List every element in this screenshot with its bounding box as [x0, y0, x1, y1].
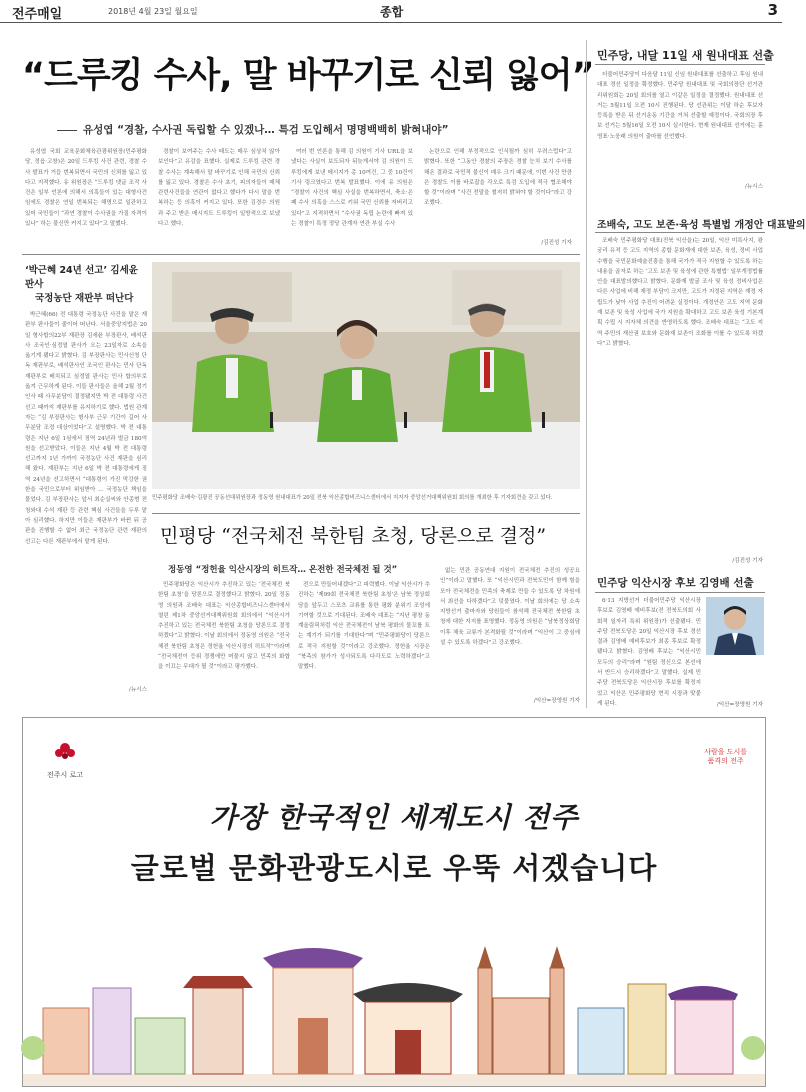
- ad-logo-right-line1: 사람을 도시를: [704, 748, 747, 756]
- main-story-col-4: [424, 147, 572, 237]
- right-story3-text: 6·13 지방선거 더불어민주당 익산시장 후보로 김영배 예비후보(전 전북도의회 사회적 일자리 특위 위원장)가 선출됐다. 민주당 전북도당은 20일 익산시장 후보 경선 결과 김영배 예비후보가 최종 후보로 확정됐다고 밝혔다. 김영배 후보는 “익산시민 모두의 승리”라며 “원팀 정신으로 본선에서 반드시 승리하겠다”고 말했다. 실제 민주당 전북도당은 익산시장 후보를 확정지었고 익산은 민주평화당 현직 시장과 맞붙게 된다.: [597, 598, 701, 707]
- box-story-headline-1: ‘박근혜 24년 선고’ 김세윤 판사: [25, 265, 138, 290]
- city-skyline-illustration: [23, 898, 765, 1086]
- subhead-dash: [57, 130, 77, 131]
- issue-date: 2018년 4월 23일 월요일: [108, 7, 198, 16]
- story2-col1-text: 민주평화당은 익산시가 추진하고 있는 ‘전국체전 북한팀 초청’을 당론으로 결정했다고 밝혔다. 20일 정동영 의원과 조배숙 대표는 익산종합비즈니스센터에서 열린 제1차 중앙선거대책위원회 회의에서 “익산시가 추진하고 있는 전국체전 북한팀 초청을 당론으로 결정하겠다”고 밝혔다. 이날 회의에서 정동영 의원은 “전국체전 북한팀 초청은 정헌율 익산시장의 히트작”이라며 “전국체전이 등위 경쟁에만 머물지 않고 민족의 화합을 이끄는 무대가 될 것”이라고 평가했다.: [158, 582, 290, 671]
- ad-logo-left-text: 전주시 로고: [47, 771, 84, 779]
- page-number: 3: [767, 1, 778, 19]
- box-story-body: [25, 310, 147, 685]
- main-headline: “드루킹 수사, 말 바꾸기로 신뢰 잃어”: [22, 56, 594, 96]
- main-story-col-1: [25, 147, 147, 247]
- right-story2-body: [597, 236, 763, 554]
- section-name: 종합: [380, 5, 404, 19]
- right-story1-body: [597, 70, 763, 180]
- right-story2-rule: [595, 232, 765, 233]
- main-subhead-text: 유성엽 “경찰, 수사권 독립할 수 있겠나… 특검 도입해서 명명백백히 밝혀내야”: [83, 124, 449, 136]
- main-col4-text: 논란으로 인해 부정적으로 인식될까 심히 우려스럽다”고 밝혔다. 또한 “그동안 경찰의 주장은 경찰 눈치 보기 수사를 해온 결과로 국민적 불신이 매우 크기 때문에, 이번 사건 만큼은 경찰도 이를 바로잡을 각오로 특검 도입에 적극 협조해야 할 것”이라며 “사건 전말을 철저히 밝혀야 할 것이다”라고 강조했다.: [424, 149, 572, 207]
- right-story1-headline: 민주당, 내달 11일 새 원내대표 선출: [597, 49, 774, 62]
- newspaper-logo: 전주매일: [12, 7, 63, 22]
- right-story2-headline: 조배숙, 고도 보존·육성 특별법 개정안 대표발의: [597, 220, 806, 231]
- box-story-byline: /뉴시스: [128, 687, 147, 693]
- main-subhead: [57, 122, 448, 137]
- main-story-col-3: [291, 147, 413, 247]
- candidate-portrait: [706, 597, 764, 659]
- right-story3-body-top: [597, 596, 701, 707]
- ad-slogan-secondary: 글로벌 문화관광도시로 우뚝 서겠습니다: [130, 851, 658, 885]
- ad-logo-right: [704, 748, 747, 766]
- main-col2-text: 경찰이 보여주는 수사 태도는 매우 심상치 않아 보인다”고 유감을 표했다. 실제로 드루킹 관련 경찰 수사는 계속해서 말 바꾸기로 인해 국민의 신뢰를 잃고 있다. 경찰은 수사 초기, 피의자들이 매체 관련사건들을 연관이 없다고 했다가 다시 말을 번복하는 등 의혹이 커지고 있다. 또한 김경수 의원과 주고 받은 메시지도 드루킹이 일방적으로 보냈다고 했다.: [158, 149, 280, 228]
- main-col3-text: 여러 번 언론을 통해 김 의원이 기사 URL을 보냈다는 사실이 보도되자 뒤늦게서야 김 의원이 드루킹에게 보낸 메시지가 총 10여건, 그 중 10건이 기사 링크였다고 번복 발표했다. 이에 유 의원은 “경찰이 사건의 핵심 사실을 번복하면서, 축소·은폐 수사 의혹을 스스로 키워 국민 신뢰를 저버리고 있다”고 지적하면서 “수사권 독립 논란에 빠져 있는 경찰이 특정 정당 관계자 연관 부실 수사: [291, 149, 413, 228]
- box-story-text: 박근혜(66) 전 대통령 국정농단 사건을 맡은 재판부 판사들이 줄이어 떠난다. 서울중앙지법은 20일 형사합의22부 재판장 김세윤 부장판사, 배석판사 조국인·심정열 판사가 오는 23일자로 소속을 옮기게 됐다고 밝혔다. 김 부장판사는 민사신청 단독 재판부로, 배석판사인 조국인 판사는 민사 단독 재판부로 배치되고 심정열 판사는 민사 합의부로 옮겨 근무하게 된다. 이들 판사들은 올해 2월 정기인사 때 사무분담이 결정됐지만 박 전 대통령 사건 선고 때까지 재판부를 유지하기로 했다. 법원 관계자는 “김 부장판사는 형사부 근무 기간이 길어 사무분담 조정 대상이었다”고 설명했다. 박 전 대통령은 지난 6일 1심에서 징역 24년과 벌금 180억원을 선고받았다. 이들은 지난 4월 박 전 대통령 선고까지 1년 가까이 국정농단 사건 재판을 심리해 왔다. 재판부는 지난 6일 박 전 대통령에게 징역 24년을 선고하면서 “대통령이 가진 막강한 권한을 국민으로부터 위임받아 ... 국정농단 책임을 물었다. 김 부장판사는 앞서 최순실씨와 안종범 전 청와대 수석 재판 등 관련 핵심 사건들을 두루 맡아 심리했다. 하지만 이들은 재판부가 바뀐 뒤 공판을 진행할 수 없어 최근 국정농단 관련 재판의 선고는 다른 재판부에서 맡게 된다.: [25, 312, 147, 545]
- story2-col3-text: 없는 민관 공동연대 지원이 전국체전 추진의 성공요인”이라고 말했다. 또 “익산시민과 전북도민이 함께 힘을 모아 전국체전을 민족의 축제로 만들 수 있도록 당 차원에서 최선을 다하겠다”고 덧붙였다. 이날 회의에는 당 소속 지방선거 출마자와 당원들이 참석해 전국체전 북한팀 초청에 대한 지지를 표명했다. 정동영 의원은 “남북정상회담 이후 체육 교류가 본격화될 것”이라며 “익산이 그 중심에 설 수 있도록 하겠다”고 강조했다.: [440, 568, 580, 647]
- story2-col-1: [158, 580, 290, 700]
- story2-subhead: 정동영 “정헌율 익산시장의 히트작… 온전한 전국체전 될 것”: [168, 565, 398, 575]
- story2-col-2: [298, 580, 430, 700]
- candidate-portrait-image: [706, 597, 764, 655]
- story2-col2-text: 전으로 만들어내겠다”고 피력했다. 이날 익산시가 추진하는 ‘제99회 전국체전 북한팀 초청’은 남북 정상회담을 앞두고 스포츠 교류를 통한 평화 분위기 조성에 기여할 것으로 기대된다. 조배숙 대표는 “지난 평창 동계올림픽처럼 익산 전국체전이 남북 평화의 물꼬를 트는 계기가 되기를 기대한다”며 “민주평화당이 당론으로 적극 지원할 것”이라고 강조했다. 정헌율 시장은 “북측의 참가가 성사되도록 다각도로 노력하겠다”고 말했다.: [298, 582, 431, 671]
- jeonju-flower-icon: [50, 740, 80, 766]
- city-advertisement: [22, 717, 766, 1087]
- main-story-rule: [22, 254, 580, 255]
- box-story-headline-2: 국정농단 재판부 떠난다: [35, 293, 134, 304]
- story2-headline: 민평당 “전국체전 북한팀 초청, 당론으로 결정”: [160, 525, 547, 547]
- right-story3-rule: [595, 592, 765, 593]
- right-story2-byline: /김진성 기자: [732, 558, 763, 564]
- box-story: [25, 262, 147, 693]
- right-story1-text: 더불어민주당이 다음달 11일 신임 원내대표를 선출하고 후임 원내대표 경선 일정을 확정했다. 민주당 원내대표 및 국회의장단 선거관리위원회는 20일 회의를 열고 이같은 일정을 결정했다. 원내대표 선거는 5월11일 오전 10시 진행된다. 당 선관위는 이달 하순 후보자 등록을 받은 뒤 선거운동 기간을 거쳐 선출할 예정이다. 국회의장 후보 선거는 5월16일 오전 10시 실시한다. 현재 원내대표 선거에는 홍영표·노웅래 의원이 출마를 선언했다.: [597, 72, 763, 140]
- photo-caption: 민주평화당 조배숙·김광진 공동선대위원장과 정동영 원내대표가 20일 전북 익산종합비즈니스센터에서 지지자 중앙선거대책위원회 회의를 개최한 후 기자회견을 갖고 있다.: [152, 495, 553, 501]
- ad-logo-left: [47, 740, 83, 780]
- photo-rule: [152, 513, 580, 514]
- press-photo: [152, 262, 580, 489]
- right-story3-headline: 민주당 익산시장 후보 김영배 선출: [597, 577, 754, 589]
- right-story1-byline: /뉴시스: [744, 184, 763, 190]
- ad-logo-right-line2: 품격의 전주: [707, 757, 744, 765]
- right-story1-rule: [595, 64, 765, 65]
- right-story2-text: 조배숙 민주평화당 대표(전북 익산을)는 20일, 익산 미륵사지, 왕궁리 유적 등 고도 지역의 종합 문화재에 대한 보존, 육성, 정비 사업 수행을 국민문화예술진흥을 통해 국가가 적극 지원할 수 있도록 하는 내용을 골자로 하는 ‘고도 보존 및 육성에 관한 특별법’ 일부개정법률안을 대표발의했다고 밝혔다. 문화재 발굴 조사 및 육성 정비사업은 다른 사업에 비해 재정 부담이 크지만, 고도가 지정된 지역은 재정 자립도가 낮아 사업 추진이 어려운 실정이다. 개정안은 고도 지역 문화재 보존 및 육성 사업에 국가 지원을 확대하고 고도 보존 육성 기본계획 수립 시 지자체 의견을 반영하도록 했다. 조배숙 대표는 “고도 지역 주민의 재산권 보호와 문화재 보존이 조화를 이룰 수 있도록 하겠다”고 밝혔다.: [597, 238, 763, 347]
- masthead: [0, 0, 782, 23]
- main-story-col-2: [158, 147, 280, 247]
- main-col1-text: 유성엽 국회 교육문화체육관광위원장(민주평화당, 정읍·고창)은 20일 드루킹 사건 관련, 경찰 수사 발표가 거듭 번복되면서 국민의 신뢰를 잃고 있다고 지적했다. 유 위원장은 “드루킹 댓글 조작 사건은 일부 언론에 의해서 의혹들이 있는 대형사건임에도 경찰은 연일 번복되는 해명으로 일관하고 있어 국민들이 “과연 경찰이 수사권을 가질 자격이 있나” 하는 불신만 커지고 있다”고 말했다.: [25, 149, 147, 228]
- press-conference-photo: [152, 262, 580, 489]
- right-story3-byline: /익산=장영원 기자: [716, 702, 763, 708]
- main-byline: /김진성 기자: [541, 240, 572, 246]
- story2-col-3: [440, 566, 580, 694]
- column-divider: [586, 40, 587, 708]
- story2-byline: /익산=장영원 기자: [533, 698, 580, 704]
- ad-slogan-primary: 가장 한국적인 세계도시 전주: [209, 801, 579, 834]
